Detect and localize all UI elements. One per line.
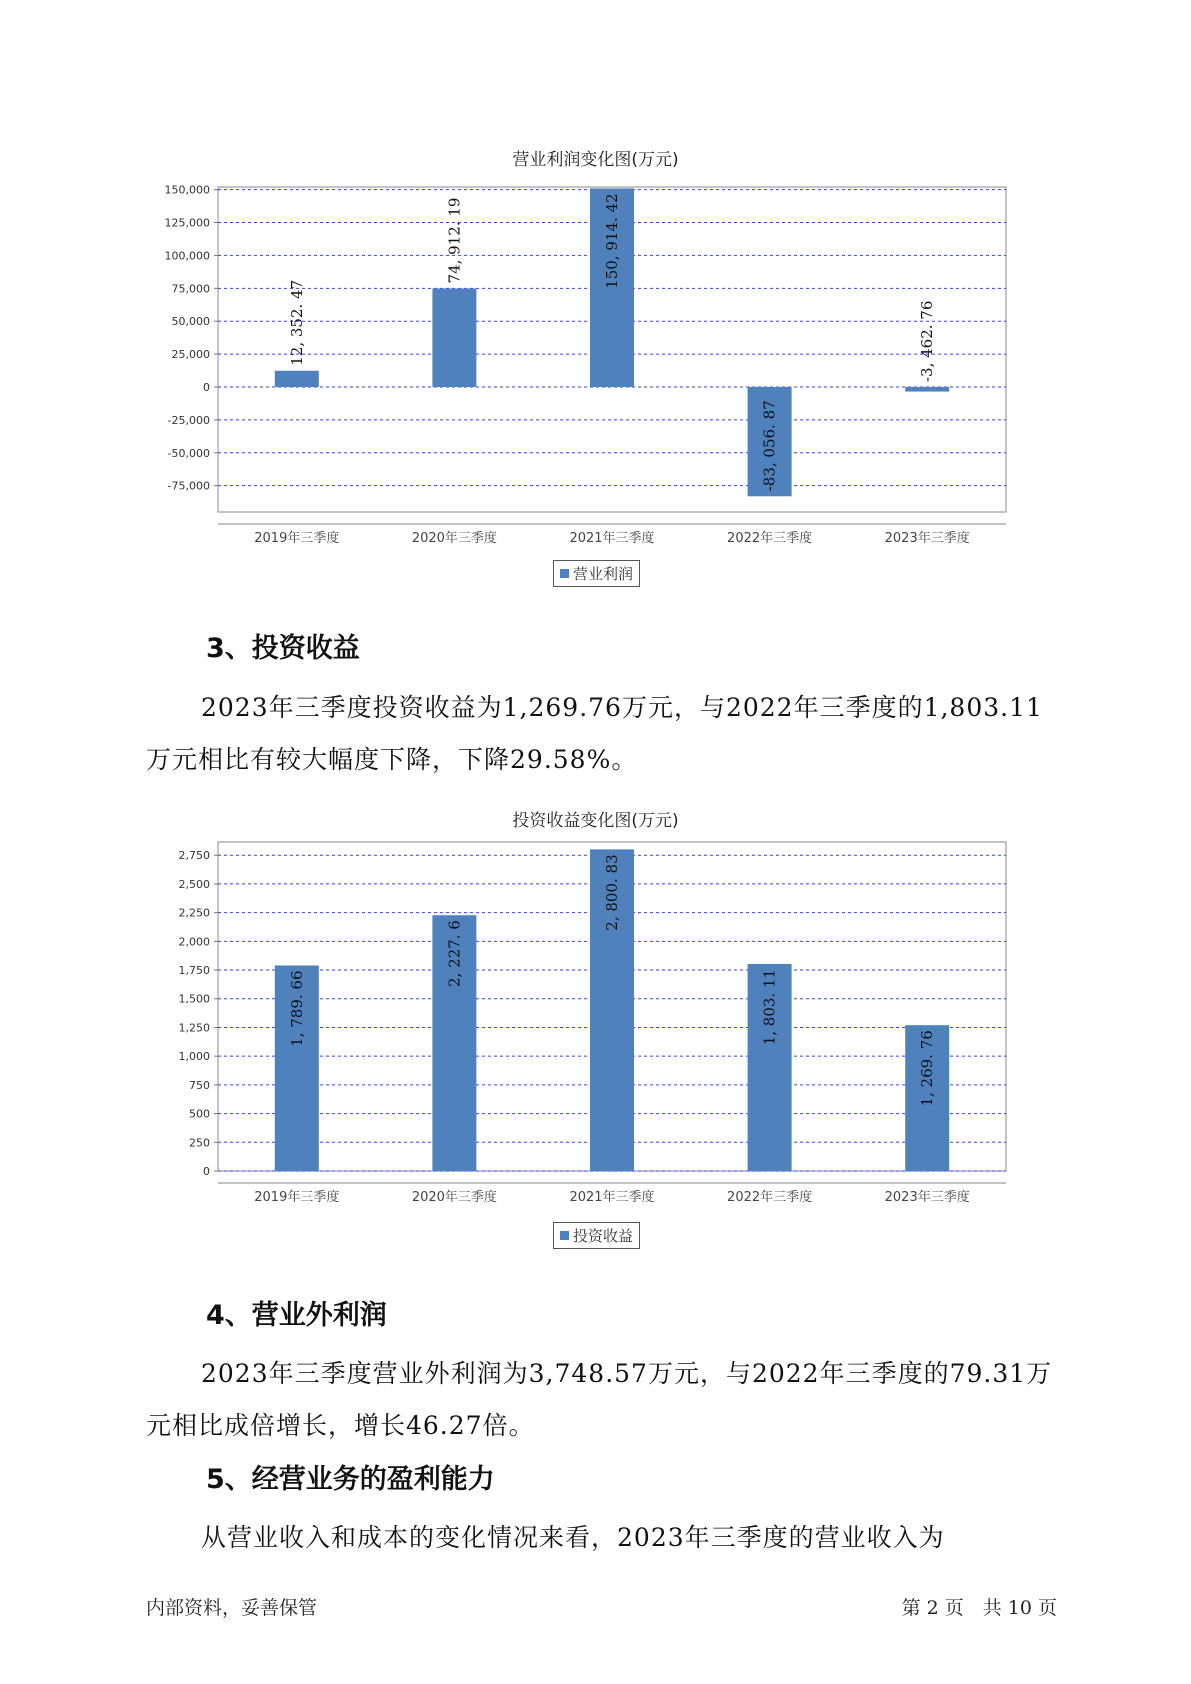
y-tick-label: 0 [203,1165,210,1178]
bar-data-label: 1, 789. 66 [287,970,306,1047]
x-tick-label: 2020年三季度 [411,531,497,546]
x-tick-label: 2021年三季度 [569,1190,655,1205]
section3-paragraph: 2023年三季度投资收益为1,269.76万元，与2022年三季度的1,803.11万元相比有较大幅度下降，下降29.58%。 [146,693,1043,774]
chart1-legend-label: 营业利润 [573,565,634,583]
y-tick-label: 2,250 [178,906,210,920]
x-tick-label: 2019年三季度 [254,1190,340,1205]
x-tick-label: 2019年三季度 [254,531,340,546]
x-tick-label: 2023年三季度 [884,1190,970,1205]
legend-swatch [560,1231,569,1240]
bar-data-label: 150, 914. 42 [603,193,621,289]
chart1-title: 营业利润变化图(万元) [512,150,679,170]
y-tick-label: -25,000 [167,413,210,427]
y-tick-label: 100,000 [164,249,210,263]
y-tick-label: 1,000 [178,1050,210,1064]
chart2-title: 投资收益变化图(万元) [512,811,679,831]
y-tick-label: -50,000 [167,446,210,460]
y-tick-label: 500 [189,1107,210,1121]
y-tick-label: -75,000 [167,479,210,493]
bar-data-label: -3, 462. 76 [918,300,937,382]
x-tick-label: 2022年三季度 [727,531,813,546]
section3-heading: 3、投资收益 [206,633,360,664]
section5-paragraph: 从营业收入和成本的变化情况来看，2023年三季度的营业收入为 [201,1523,945,1552]
bar-data-label: 2, 227. 6 [445,920,464,987]
y-tick-label: 2,000 [178,935,210,949]
y-tick-label: 2,750 [178,849,210,863]
x-tick-label: 2020年三季度 [411,1190,497,1205]
bar-data-label: 1, 269. 76 [918,1030,937,1107]
y-tick-label: 0 [203,381,210,394]
y-tick-label: 1,500 [178,992,210,1006]
y-tick-label: 25,000 [171,348,210,362]
y-tick-label: 2,500 [178,877,210,891]
section4-heading: 4、营业外利润 [206,1300,387,1331]
chart2-legend-label: 投资收益 [573,1227,634,1245]
section5-heading: 5、经营业务的盈利能力 [206,1464,495,1495]
x-tick-label: 2021年三季度 [569,531,655,546]
x-tick-label: 2022年三季度 [727,1190,813,1205]
footer-confidential: 内部资料，妥善保管 [146,1597,318,1619]
y-tick-label: 125,000 [164,216,210,230]
footer-page-number: 第 2 页 共 10 页 [901,1597,1057,1619]
y-tick-label: 1,250 [178,1021,210,1035]
y-tick-label: 1,750 [178,964,210,978]
bar-data-label: 2, 800. 83 [603,854,621,931]
section4-paragraph: 2023年三季度营业外利润为3,748.57万元，与2022年三季度的79.31万元相比成倍增长，增长46.27倍。 [146,1359,1053,1440]
x-tick-label: 2023年三季度 [884,531,970,546]
chart2-legend [553,1222,640,1249]
y-tick-label: 250 [189,1136,210,1150]
bar-data-label: -83, 056. 87 [760,400,779,492]
y-tick-label: 50,000 [171,315,210,329]
y-tick-label: 75,000 [171,282,210,296]
y-tick-label: 750 [189,1078,210,1092]
bar-data-label: 74, 912. 19 [445,197,464,284]
bar-data-label: 12, 352. 47 [287,279,306,366]
y-tick-label: 150,000 [164,183,210,197]
bar-data-label: 1, 803. 11 [760,968,779,1046]
